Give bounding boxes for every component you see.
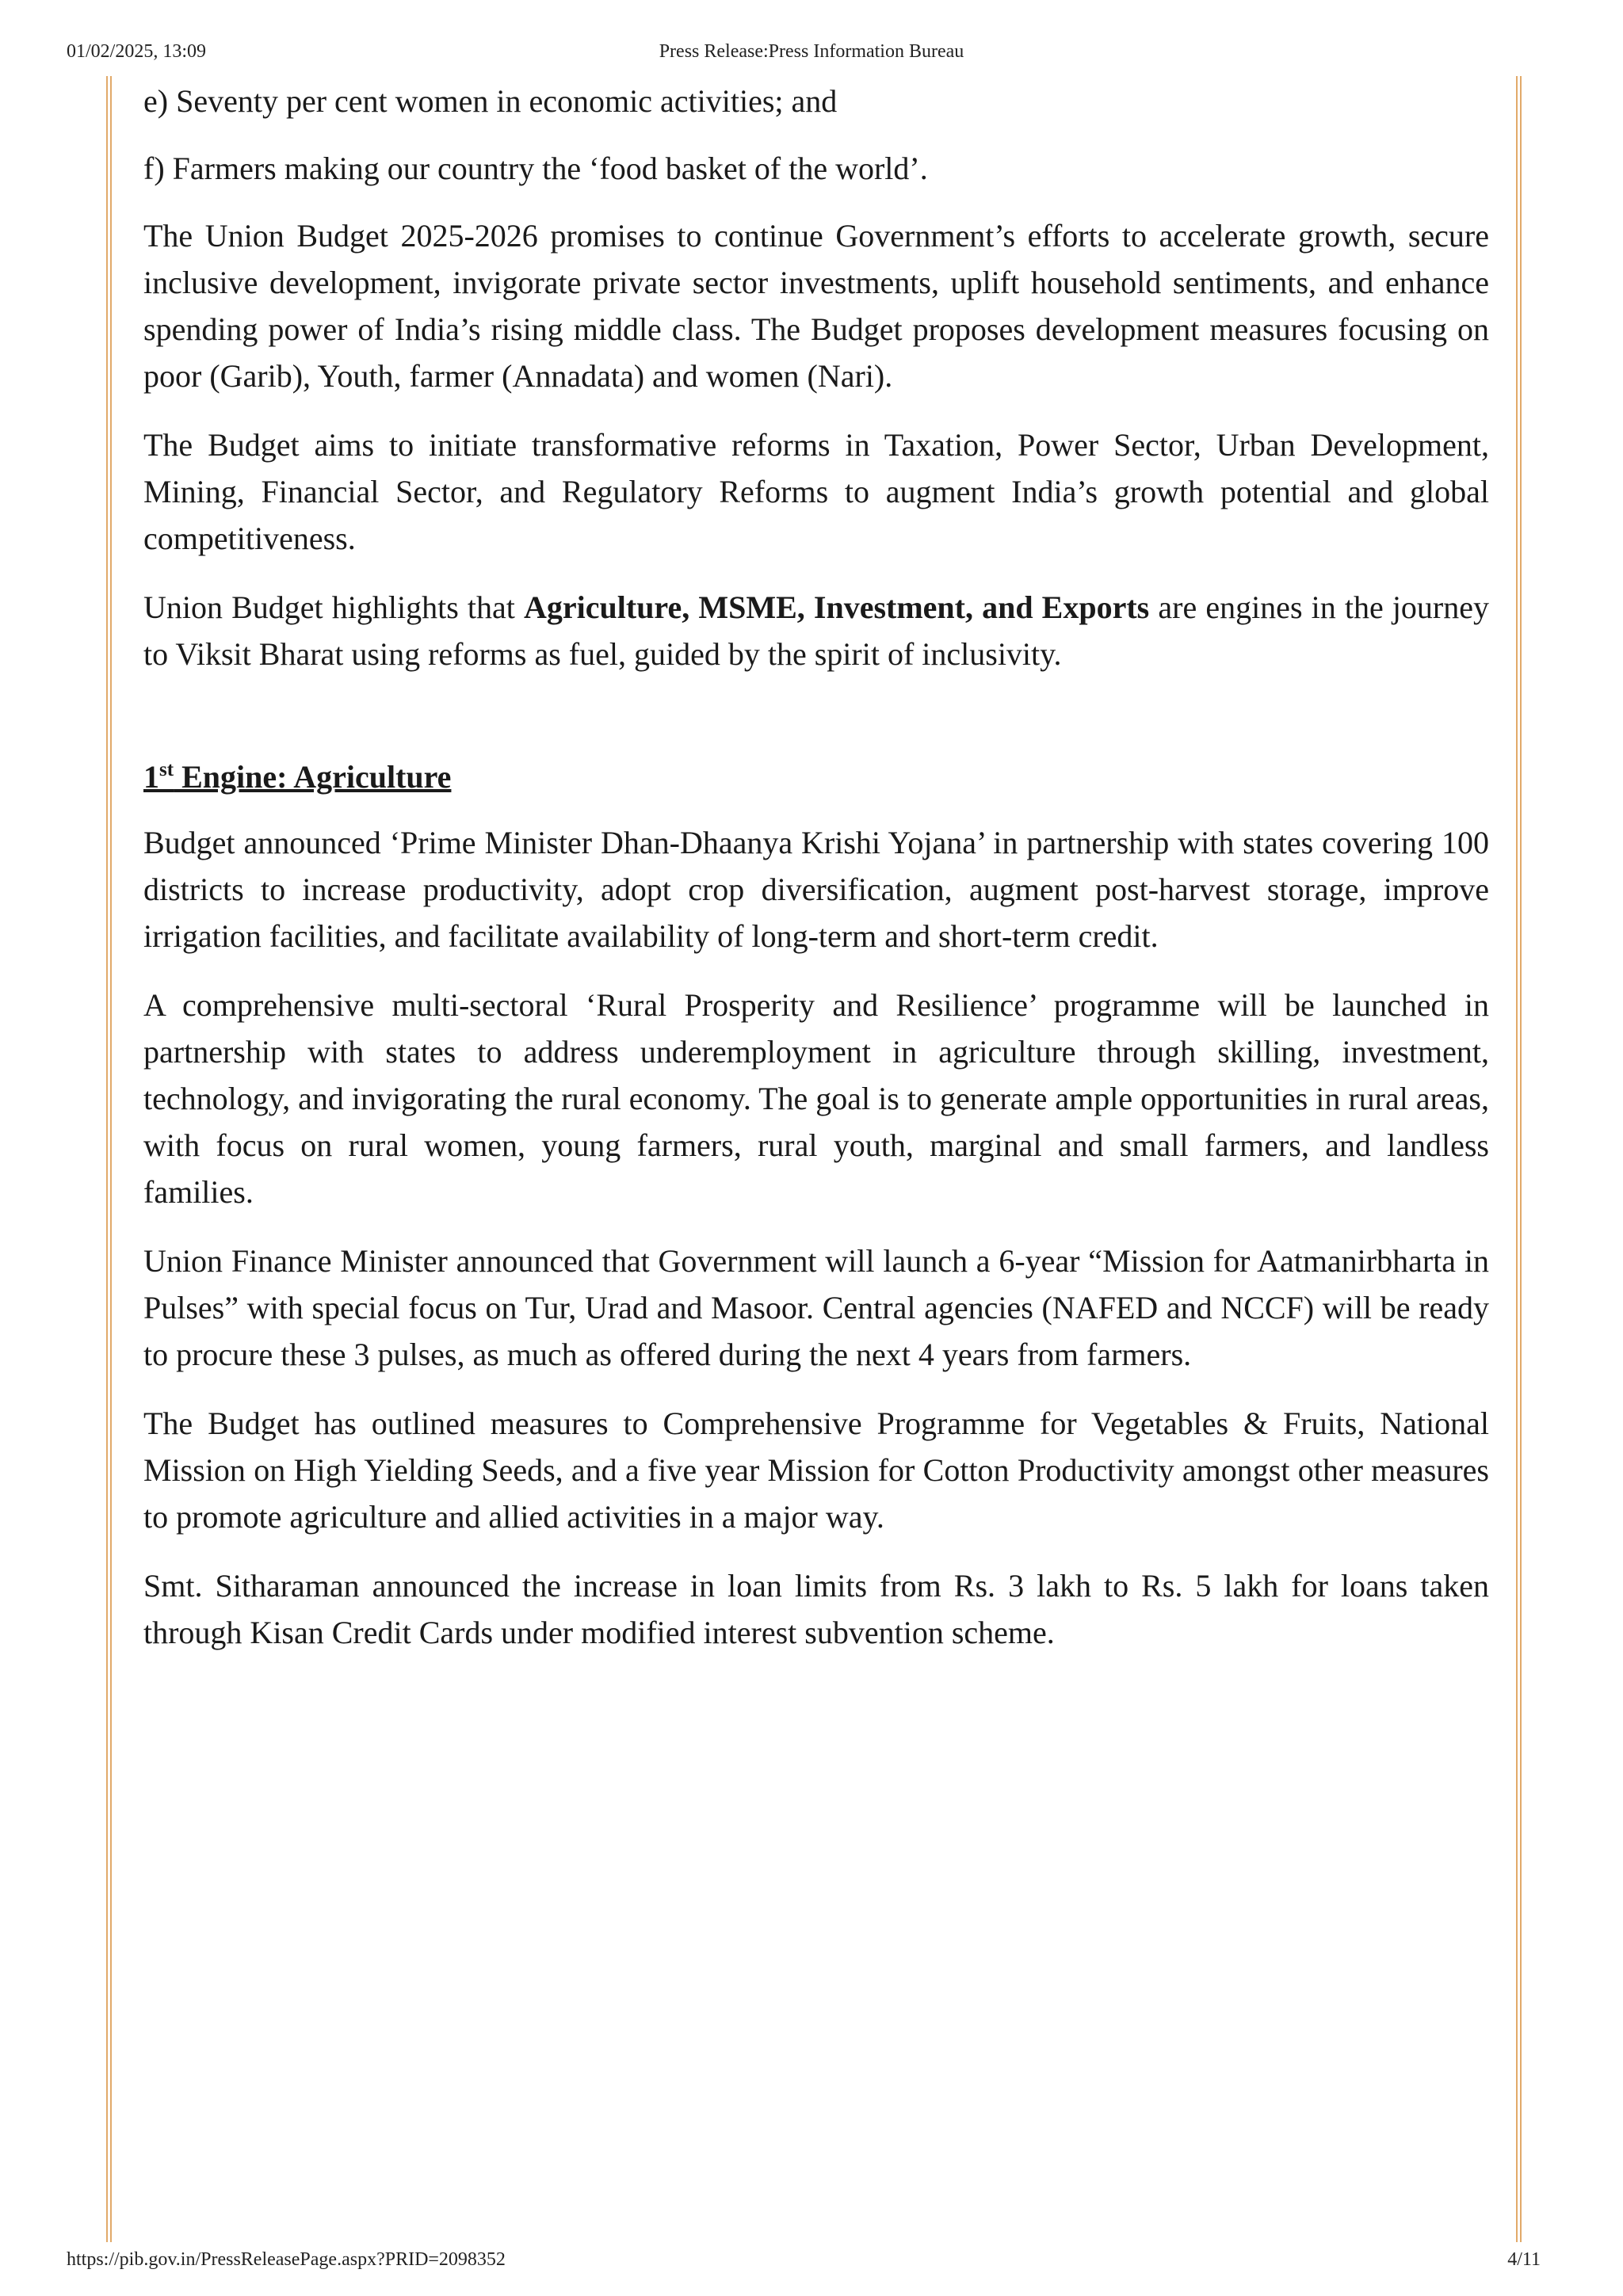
- paragraph-pulses: Union Finance Minister announced that Government will launch a 6-year “Mission for Aatmanirbharta in Pulses” with special focus on Tur, Urad and Masoor. Central agencies (NAFED and NCCF) will be ready to procure these 3 pulses, as much as offered during the next 4 years from farmers.: [143, 1243, 1489, 1372]
- heading-label: Engine: Agriculture: [174, 759, 452, 795]
- press-release-body: [143, 78, 1489, 1678]
- heading-number: 1: [143, 759, 159, 795]
- paragraph-budget-promise: The Union Budget 2025-2026 promises to continue Government’s efforts to accelerate growth, secure inclusive development, invigorate private sector investments, uplift household sentiments, and enhance spending power of India’s rising middle class. The Budget proposes development measures focusing on poor (Garib), Youth, farmer (Annadata) and women (Nari).: [143, 218, 1489, 394]
- engines-suffix: are engines in the journey to Viksit Bharat using reforms as fuel, guided by the spirit of inclusivity.: [143, 589, 1490, 672]
- print-header: [0, 41, 1623, 73]
- print-datetime: 01/02/2025, 13:09: [67, 41, 207, 62]
- paragraph-engines: [143, 584, 1489, 677]
- list-item-f: f) Farmers making our country the ‘food basket of the world’.: [143, 151, 928, 186]
- paragraph-reforms: The Budget aims to initiate transformative reforms in Taxation, Power Sector, Urban Development, Mining, Financial Sector, and Regulatory Reforms to augment India’s growth potential and global competitiveness.: [143, 427, 1489, 556]
- page-number: 4/11: [1507, 2249, 1541, 2270]
- engines-prefix: Union Budget highlights that: [143, 589, 524, 625]
- paragraph-programmes: The Budget has outlined measures to Comprehensive Programme for Vegetables & Fruits, National Mission on High Yielding Seeds, and a five year Mission for Cotton Productivity amongst other measures to promote agriculture and allied activities in a major way.: [143, 1405, 1489, 1535]
- left-border-rule: [106, 76, 112, 2242]
- print-page-title: Press Release:Press Information Bureau: [659, 41, 964, 62]
- paragraph-kcc: Smt. Sitharaman announced the increase in loan limits from Rs. 3 lakh to Rs. 5 lakh for loans taken through Kisan Credit Cards under modified interest subvention scheme.: [143, 1568, 1489, 1650]
- paragraph-dhan-dhaanya: Budget announced ‘Prime Minister Dhan-Dhaanya Krishi Yojana’ in partnership with states covering 100 districts to increase productivity, adopt crop diversification, augment post-harvest storage, improve irrigation facilities, and facilitate availability of long-term and short-term credit.: [143, 825, 1489, 954]
- right-border-rule: [1516, 76, 1522, 2242]
- print-footer: [0, 2249, 1623, 2281]
- list-item-e: e) Seventy per cent women in economic activities; and: [143, 83, 838, 119]
- heading-superscript: st: [159, 759, 174, 780]
- paragraph-rural-prosperity: A comprehensive multi-sectoral ‘Rural Prosperity and Resilience’ programme will be launched in partnership with states to address underemployment in agriculture through skilling, investment, technology, and invigorating the rural economy. The goal is to generate ample opportunities in rural areas, with focus on rural women, young farmers, rural youth, marginal and small farmers, and landless families.: [143, 987, 1489, 1210]
- page-url: https://pib.gov.in/PressReleasePage.aspx?PRID=2098352: [67, 2249, 506, 2270]
- engines-bold: Agriculture, MSME, Investment, and Exports: [524, 589, 1150, 625]
- section-heading-agriculture: [143, 753, 1489, 800]
